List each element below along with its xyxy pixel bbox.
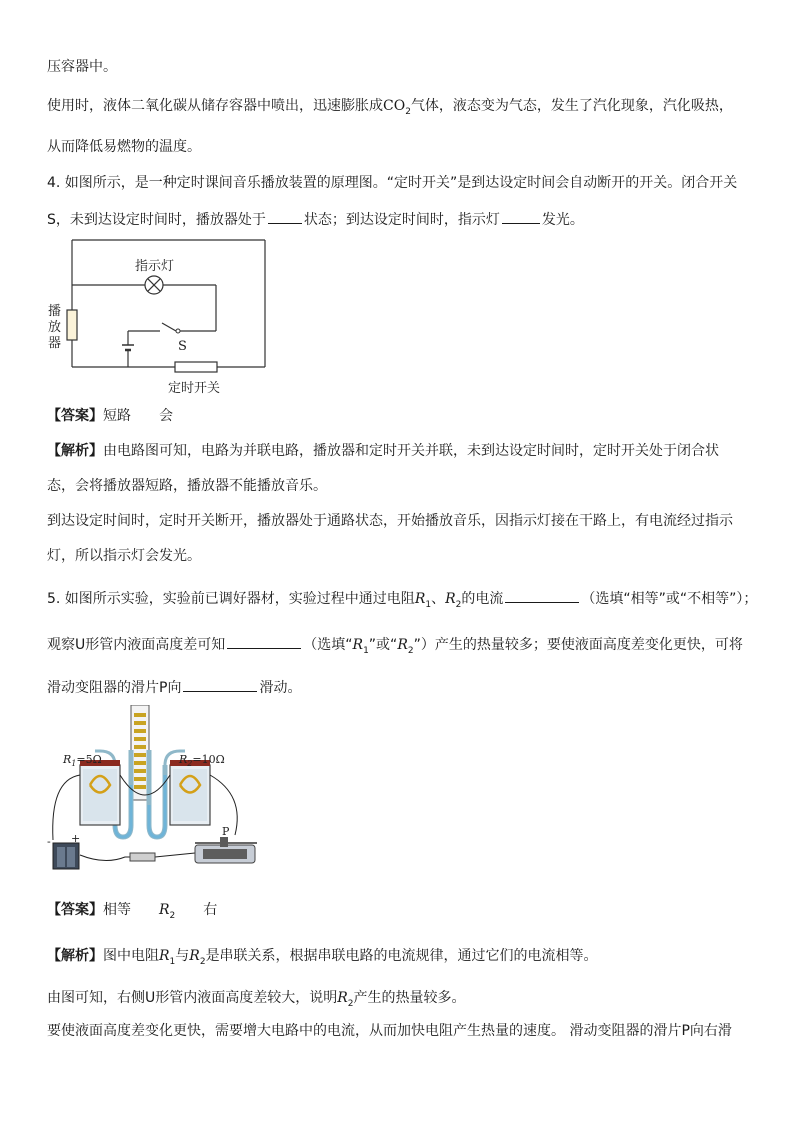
analysis-line (47, 946, 598, 972)
question-5-text (47, 676, 301, 698)
text-span: 、 (431, 591, 446, 607)
analysis-line: 到达设定时间时，定时开关断开，播放器处于通路状态，开始播放音乐，因指示灯接在干路上，有电流经过指示 (47, 513, 733, 529)
analysis-text: 图中电阻 (103, 948, 159, 964)
analysis-text: 由图可知，右侧U形管内液面高度差较大，说明 (47, 990, 338, 1006)
r2-label: $R_2=10\Omega$ (179, 753, 225, 768)
answer-line (47, 900, 217, 926)
text-span: ”或“ (368, 637, 398, 653)
timer-switch (175, 362, 217, 372)
analysis-line: 要使液面高度差变化更快，需要增大电路中的电流，从而加快电阻产生热量的速度。 滑动变阻器的滑片P向右滑 (47, 1023, 732, 1039)
question-5-text (47, 587, 757, 615)
answer-label: 【答案】 (47, 902, 103, 918)
timer-label: 定时开关 (168, 381, 221, 396)
answer-value: 相等 (103, 902, 131, 918)
indicator-label: 指示灯 (135, 259, 175, 274)
var-r: R (189, 948, 200, 964)
chem-formula: CO (383, 98, 406, 114)
player-label: 放 (48, 320, 62, 335)
switch-label: S (178, 339, 187, 354)
answer-line (47, 406, 173, 426)
analysis-line: 态，会将播放器短路，播放器不能播放音乐。 (47, 478, 327, 494)
circuit-diagram (40, 235, 280, 400)
answer-blank[interactable] (268, 208, 302, 224)
switch-blade (162, 323, 176, 331)
text-span: S，未到达设定时间时，播放器处于 (47, 212, 266, 228)
experiment-diagram (45, 705, 285, 877)
analysis-line: 灯，所以指示灯会发光。 (47, 548, 201, 564)
text-span: 观察U形管内液面高度差可知 (47, 637, 226, 653)
var-r: R (414, 591, 426, 607)
text-line: 从而降低易燃物的温度。 (47, 139, 201, 155)
player-label: 器 (48, 336, 62, 351)
analysis-text: 是串联关系，根据串联电路的电流规律，通过它们的电流相等。 (205, 948, 598, 964)
battery-icon (53, 843, 79, 869)
player-resistor (67, 310, 77, 340)
text-line (47, 96, 733, 122)
answer-value: 会 (159, 408, 173, 424)
battery-plus: + (71, 832, 81, 845)
subscript: 2 (199, 956, 206, 967)
subscript: 2 (169, 910, 176, 921)
analysis-text: 产生的热量较多。 (353, 990, 466, 1006)
player-label: 播 (48, 304, 62, 319)
subscript: 1 (425, 599, 432, 610)
text-span: 5. 如图所示实验，实验前已调好器材，实验过程中通过电阻 (47, 591, 415, 607)
switch-icon (130, 853, 155, 861)
subscript: 1 (169, 956, 176, 967)
subscript: 2 (405, 106, 411, 117)
var-r: R (397, 637, 408, 653)
question-4-text (47, 208, 584, 230)
question-5-text (47, 633, 743, 661)
subscript: 1 (363, 645, 369, 656)
text-span: 状态；到达设定时间时，指示灯 (303, 212, 500, 228)
text-span: （选填“相等”或“不相等”）； (581, 591, 758, 607)
r1-label: $R_1=5\Omega$ (63, 753, 102, 768)
text-line: 压容器中。 (47, 59, 117, 75)
text-span: 发光。 (541, 212, 584, 228)
analysis-text: 与 (175, 948, 190, 964)
analysis-label: 【解析】 (47, 443, 103, 459)
answer-value: 短路 (103, 408, 131, 424)
var-r: R (337, 990, 348, 1006)
answer-label: 【答案】 (47, 408, 103, 424)
analysis-text: 由电路图可知，电路为并联电路，播放器和定时开关并联，未到达设定时间时，定时开关处于闭合状 (103, 443, 719, 459)
answer-blank[interactable] (227, 633, 301, 649)
text-span: 气体，液态变为气态，发生了汽化现象，汽化吸热， (410, 98, 733, 114)
answer-blank[interactable] (183, 676, 257, 692)
text-span: 使用时，液体二氧化碳从储存容器中喷出，迅速膨胀成 (47, 98, 383, 114)
analysis-line (47, 988, 466, 1014)
subscript: 2 (407, 645, 414, 656)
analysis-line (47, 441, 719, 461)
subscript: 2 (347, 998, 354, 1009)
answer-blank[interactable] (505, 587, 579, 603)
var-r: R (159, 948, 170, 964)
answer-value: R (159, 902, 170, 918)
text-span: 的电流 (461, 591, 504, 607)
slider-label: P (222, 825, 230, 838)
var-r: R (445, 591, 456, 607)
battery-minus: - (47, 835, 51, 848)
analysis-label: 【解析】 (47, 948, 103, 964)
answer-blank[interactable] (502, 208, 540, 224)
text-span: ”）产生的热量较多；要使液面高度差变化更快，可将 (413, 637, 743, 653)
answer-value: 右 (203, 902, 218, 918)
subscript: 2 (455, 599, 462, 610)
var-r: R (352, 637, 364, 653)
text-span: 滑动变阻器的滑片P向 (47, 680, 182, 696)
question-4-text: 4. 如图所示，是一种定时课间音乐播放装置的原理图。“定时开关”是到达设定时间会自动断开的开关。闭合开关 (47, 175, 738, 191)
rheostat-slider[interactable] (220, 837, 228, 847)
text-span: （选填“ (303, 637, 353, 653)
text-span: 滑动。 (259, 680, 302, 696)
